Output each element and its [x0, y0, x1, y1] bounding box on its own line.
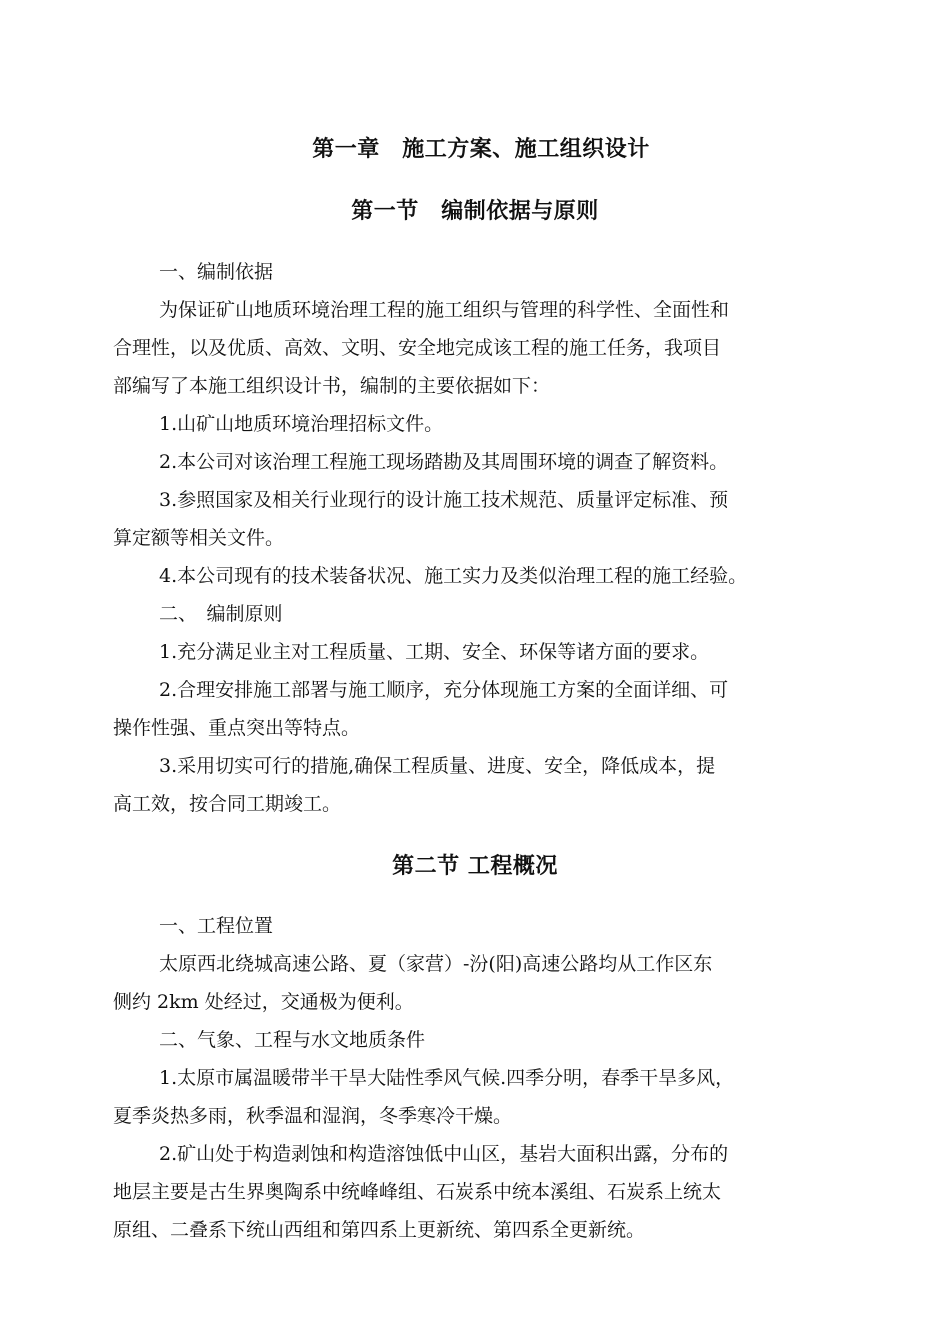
section2-body — [113, 907, 843, 1249]
text-line: 1.太原市属温暖带半干旱大陆性季风气候.四季分明，春季干旱多风， — [159, 1067, 735, 1089]
section1-body — [113, 253, 843, 823]
paragraph-location — [113, 945, 843, 1021]
text-line: 侧约 2km 处经过，交通极为便利。 — [113, 991, 414, 1013]
text-line: 原组、二叠系下统山西组和第四系上更新统、第四系全更新统。 — [113, 1219, 646, 1241]
paragraph-heading-location: 一、工程位置 — [159, 915, 274, 937]
section2-title: 第二节 工程概况 — [392, 854, 558, 879]
text-line: 部编写了本施工组织设计书，编制的主要依据如下： — [113, 375, 551, 397]
chapter-title: 第一章 施工方案、施工组织设计 — [312, 137, 650, 162]
list-item — [113, 1059, 843, 1135]
list-item — [113, 747, 843, 823]
list-item: 2.本公司对该治理工程施工现场踏勘及其周围环境的调查了解资料。 — [159, 451, 729, 473]
text-line: 夏季炎热多雨，秋季温和湿润，冬季寒冷干燥。 — [113, 1105, 513, 1127]
section1-title: 第一节 编制依据与原则 — [351, 199, 599, 224]
list-item: 1.山矿山地质环境治理招标文件。 — [159, 413, 444, 435]
text-line: 操作性强、重点突出等特点。 — [113, 717, 361, 739]
text-line: 2.矿山处于构造剥蚀和构造溶蚀低中山区，基岩大面积出露，分布的 — [159, 1143, 729, 1165]
paragraph-heading-principles: 二、 编制原则 — [159, 603, 283, 625]
text-line: 2.合理安排施工部署与施工顺序，充分体现施工方案的全面详细、可 — [159, 679, 729, 701]
list-item — [113, 1135, 843, 1249]
text-line: 高工效，按合同工期竣工。 — [113, 793, 342, 815]
text-line: 3.采用切实可行的措施,确保工程质量、进度、安全，降低成本，提 — [159, 755, 716, 777]
text-line: 3.参照国家及相关行业现行的设计施工技术规范、质量评定标准、预 — [159, 489, 729, 511]
paragraph-heading-conditions: 二、气象、工程与水文地质条件 — [159, 1029, 426, 1051]
text-line: 算定额等相关文件。 — [113, 527, 285, 549]
paragraph-intro — [113, 291, 843, 405]
text-line: 地层主要是古生界奥陶系中统峰峰组、石炭系中统本溪组、石炭系上统太 — [113, 1181, 722, 1203]
text-line: 为保证矿山地质环境治理工程的施工组织与管理的科学性、全面性和 — [159, 299, 730, 321]
list-item — [113, 671, 843, 747]
paragraph-heading-basis: 一、编制依据 — [159, 261, 274, 283]
text-line: 合理性，以及优质、高效、文明、安全地完成该工程的施工任务，我项目 — [113, 337, 722, 359]
list-item — [113, 481, 843, 557]
text-line: 太原西北绕城高速公路、夏（家营）-汾(阳)高速公路均从工作区东 — [159, 953, 713, 975]
list-item: 1.充分满足业主对工程质量、工期、安全、环保等诸方面的要求。 — [159, 641, 710, 663]
list-item: 4.本公司现有的技术装备状况、施工实力及类似治理工程的施工经验。 — [159, 565, 748, 587]
